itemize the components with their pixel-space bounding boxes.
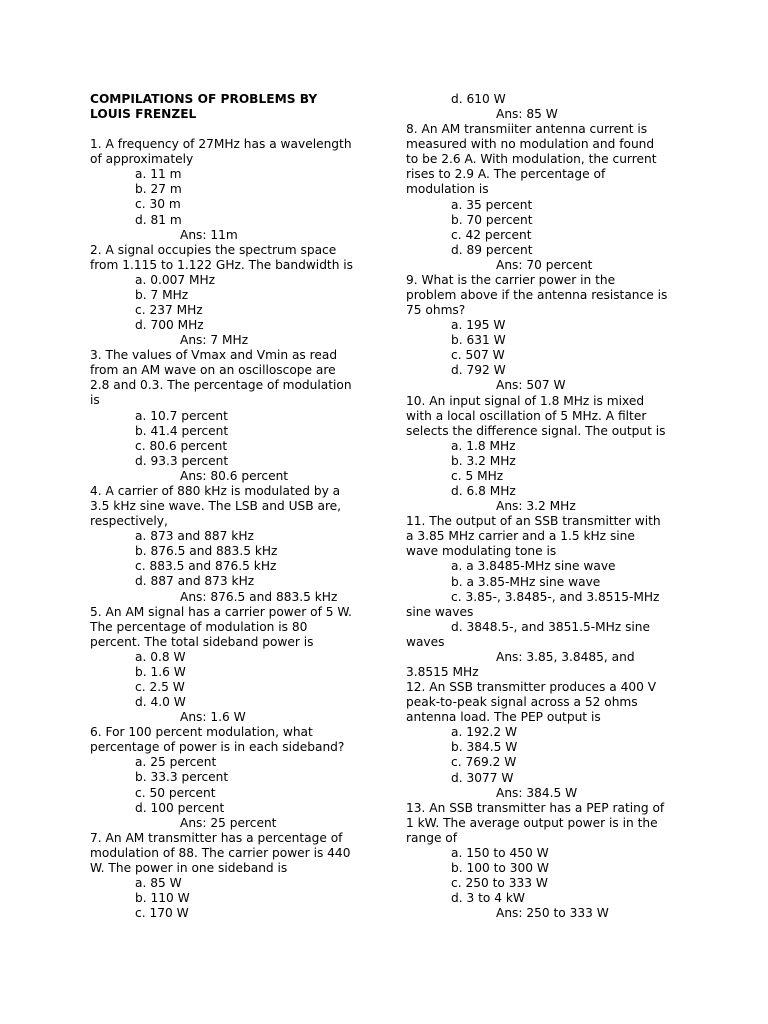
left-column-lines (90, 137, 366, 921)
question-line: peak-to-peak signal across a 52 ohms (406, 695, 638, 710)
answer-choice: c. 50 percent (135, 785, 216, 800)
answer-key: Ans: 11m (180, 227, 238, 242)
answer-choice: c. 250 to 333 W (451, 876, 548, 891)
answer-choice: a. 195 W (451, 318, 506, 333)
answer-choice: c. 507 W (451, 348, 505, 363)
question-line: 2.8 and 0.3. The percentage of modulation (90, 378, 352, 393)
answer-choice: c. 5 MHz (451, 468, 504, 483)
answer-choice: a. 11 m (135, 167, 182, 182)
question-line: range of (406, 830, 458, 845)
answer-key: Ans: 507 W (496, 378, 566, 393)
answer-choice: a. 192.2 W (451, 725, 518, 740)
answer-choice: d. 610 W (451, 92, 506, 106)
answer-choice: c. 3.85-, 3.8485-, and 3.8515-MHz (451, 589, 660, 604)
answer-choice: d. 100 percent (135, 800, 225, 815)
answer-choice: d. 3077 W (451, 770, 514, 785)
answer-choice: d. 4.0 W (135, 695, 186, 710)
question-line: to be 2.6 A. With modulation, the current (406, 152, 657, 167)
question-line: 3.8515 MHz (406, 664, 479, 679)
answer-choice: c. 30 m (135, 197, 181, 212)
answer-choice: b. 33.3 percent (135, 770, 229, 785)
question-line: sine waves (406, 604, 474, 619)
right-column-lines (406, 92, 682, 921)
answer-key: Ans: 80.6 percent (180, 468, 289, 483)
answer-choice: b. 1.6 W (135, 664, 186, 679)
answer-choice: b. 100 to 300 W (451, 860, 549, 875)
question-line: 8. An AM transmiiter antenna current is (406, 122, 648, 137)
answer-choice: b. 41.4 percent (135, 423, 229, 438)
question-line: 2. A signal occupies the spectrum space (90, 242, 337, 257)
answer-choice: a. 873 and 887 kHz (135, 529, 254, 544)
answer-choice: c. 237 MHz (135, 303, 203, 318)
question-line: measured with no modulation and found (406, 137, 655, 152)
answer-choice: b. 384.5 W (451, 740, 518, 755)
answer-choice: b. 7 MHz (135, 287, 189, 302)
question-line: antenna load. The PEP output is (406, 710, 601, 725)
answer-choice: d. 792 W (451, 363, 506, 378)
answer-choice: d. 3848.5-, and 3851.5-MHz sine (451, 619, 651, 634)
answer-key: Ans: 384.5 W (496, 785, 578, 800)
answer-choice: a. 35 percent (451, 197, 533, 212)
answer-choice: d. 81 m (135, 212, 182, 227)
question-line: problem above if the antenna resistance is (406, 288, 668, 303)
question-line: 75 ohms? (406, 303, 466, 318)
answer-key: Ans: 3.2 MHz (496, 499, 576, 514)
question-line: modulation is (406, 182, 489, 197)
question-line: wave modulating tone is (406, 544, 557, 559)
answer-choice: a. 25 percent (135, 755, 217, 770)
answer-key: Ans: 876.5 and 883.5 kHz (180, 589, 338, 604)
answer-choice: c. 769.2 W (451, 755, 517, 770)
question-line: 11. The output of an SSB transmitter with (406, 514, 661, 529)
title-line: LOUIS FRENZEL (90, 107, 197, 122)
question-line: selects the difference signal. The output is (406, 423, 666, 438)
answer-choice: b. 27 m (135, 182, 182, 197)
answer-key: Ans: 70 percent (496, 257, 593, 272)
question-line: with a local oscillation of 5 MHz. A filter (406, 408, 647, 423)
question-line: 1. A frequency of 27MHz has a wavelength (90, 137, 352, 152)
question-line: modulation of 88. The carrier power is 440 (90, 845, 351, 860)
question-line: 3. The values of Vmax and Vmin as read (90, 348, 338, 363)
question-line: W. The power in one sideband is (90, 860, 288, 875)
question-line: rises to 2.9 A. The percentage of (406, 167, 606, 182)
answer-choice: a. 85 W (135, 875, 182, 890)
answer-choice: d. 887 and 873 kHz (135, 574, 255, 589)
question-line: 1 kW. The average output power is in the (406, 815, 658, 830)
question-line: of approximately (90, 152, 194, 167)
question-line: 10. An input signal of 1.8 MHz is mixed (406, 393, 645, 408)
answer-choice: a. 1.8 MHz (451, 438, 516, 453)
answer-choice: d. 3 to 4 kW (451, 891, 525, 906)
question-line: 5. An AM signal has a carrier power of 5 W. (90, 604, 352, 619)
answer-choice: b. 631 W (451, 333, 506, 348)
document-title (90, 92, 366, 122)
question-line: percent. The total sideband power is (90, 634, 314, 649)
right-column (406, 92, 682, 921)
answer-key: Ans: 7 MHz (180, 333, 249, 348)
answer-choice: b. 876.5 and 883.5 kHz (135, 544, 278, 559)
answer-choice: c. 80.6 percent (135, 438, 228, 453)
answer-choice: c. 2.5 W (135, 679, 185, 694)
answer-choice: b. 3.2 MHz (451, 453, 516, 468)
answer-key: Ans: 25 percent (180, 815, 277, 830)
answer-key: Ans: 3.85, 3.8485, and (496, 649, 635, 664)
question-line: from 1.115 to 1.122 GHz. The bandwidth is (90, 257, 354, 272)
answer-choice: a. a 3.8485-MHz sine wave (451, 559, 616, 574)
answer-choice: d. 93.3 percent (135, 453, 229, 468)
question-line: is (90, 393, 100, 408)
question-line: 6. For 100 percent modulation, what (90, 725, 313, 740)
question-line: 12. An SSB transmitter produces a 400 V (406, 680, 657, 695)
answer-choice: a. 10.7 percent (135, 408, 228, 423)
answer-choice: a. 0.8 W (135, 649, 186, 664)
question-line: 13. An SSB transmitter has a PEP rating of (406, 800, 665, 815)
answer-choice: b. 70 percent (451, 212, 533, 227)
answer-key: Ans: 1.6 W (180, 710, 246, 725)
question-line: respectively, (90, 514, 168, 529)
question-line: a 3.85 MHz carrier and a 1.5 kHz sine (406, 529, 635, 544)
answer-choice: c. 42 percent (451, 227, 532, 242)
question-line: waves (406, 634, 445, 649)
answer-choice: a. 0.007 MHz (135, 272, 216, 287)
question-line: 4. A carrier of 880 kHz is modulated by a (90, 483, 341, 498)
left-column (90, 92, 366, 921)
question-line: percentage of power is in each sideband? (90, 740, 345, 755)
answer-choice: d. 700 MHz (135, 318, 204, 333)
question-line: 7. An AM transmitter has a percentage of (90, 830, 343, 845)
answer-choice: b. a 3.85-MHz sine wave (451, 574, 601, 589)
answer-key: Ans: 85 W (496, 107, 558, 122)
answer-choice: a. 150 to 450 W (451, 845, 549, 860)
answer-key: Ans: 250 to 333 W (496, 906, 609, 921)
question-line: from an AM wave on an oscilloscope are (90, 363, 336, 378)
answer-choice: c. 170 W (135, 906, 189, 921)
answer-choice: c. 883.5 and 876.5 kHz (135, 559, 277, 574)
answer-choice: b. 110 W (135, 891, 190, 906)
title-line: COMPILATIONS OF PROBLEMS BY (90, 92, 318, 106)
question-line: 3.5 kHz sine wave. The LSB and USB are, (90, 499, 342, 514)
question-line: The percentage of modulation is 80 (90, 619, 308, 634)
answer-choice: d. 89 percent (451, 242, 533, 257)
answer-choice: d. 6.8 MHz (451, 484, 516, 499)
question-line: 9. What is the carrier power in the (406, 272, 616, 287)
